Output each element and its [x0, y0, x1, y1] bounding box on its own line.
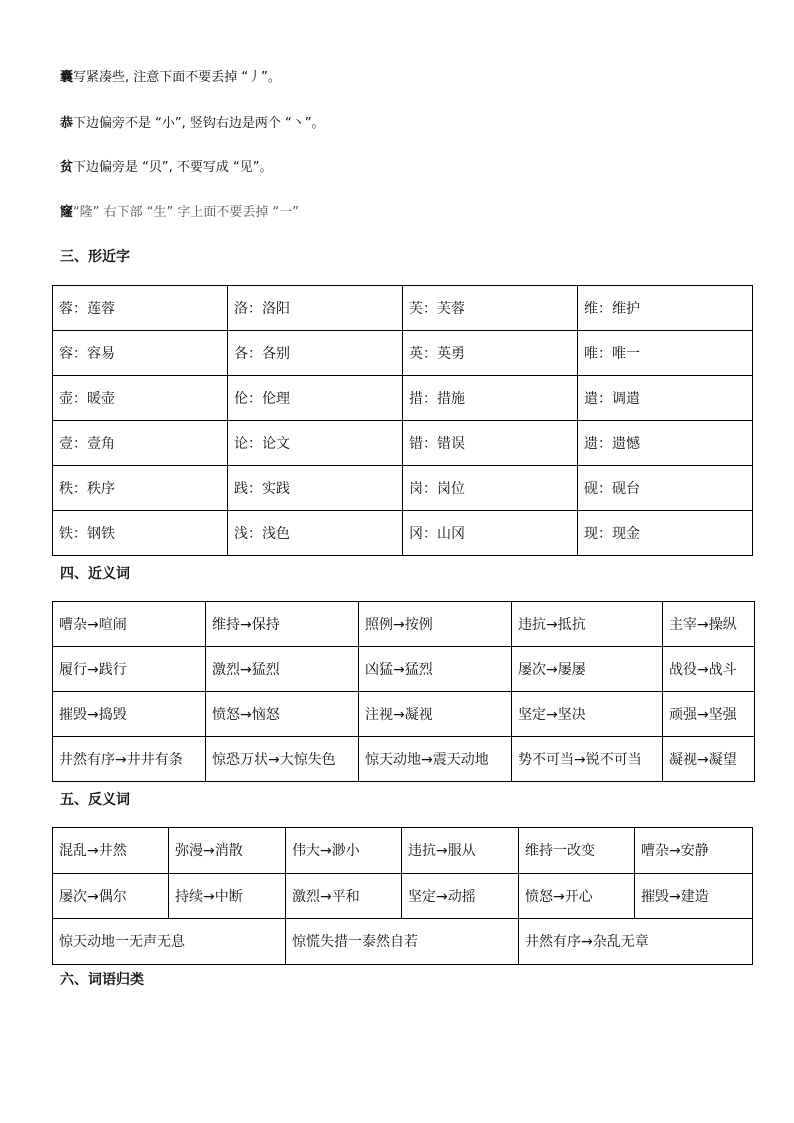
note-text: “隆” 右下部 “生” 字上面不要丢掉 “一”: [73, 205, 299, 220]
table-cell: 壶：暖壶: [53, 376, 228, 421]
table-cell: 蓉：莲蓉: [53, 286, 228, 331]
table-row: [53, 376, 753, 421]
synonyms-table: [52, 601, 755, 782]
table-row: [53, 331, 753, 376]
note-nang: [60, 69, 281, 87]
table-cell: 容：容易: [53, 331, 228, 376]
similar-chars-table: [52, 285, 753, 556]
table-cell: 持续→中断: [169, 873, 286, 919]
table-cell: 战役→战斗: [663, 647, 755, 692]
table-cell: 惊慌失措一泰然自若: [286, 919, 519, 965]
table-cell: 主宰→操纵: [663, 602, 755, 647]
table-cell: 壹：壹角: [53, 421, 228, 466]
table-row: [53, 692, 755, 737]
table-cell: 践：实践: [228, 466, 403, 511]
table-cell: 惊天动地→震天动地: [359, 737, 512, 782]
table-cell: 违抗→服从: [402, 828, 519, 874]
note-long: [60, 204, 299, 222]
table-cell: 错：错误: [403, 421, 578, 466]
table-cell: 愤怒→开心: [519, 873, 635, 919]
table-cell: 岗：岗位: [403, 466, 578, 511]
section-heading-antonyms: 五、反义词: [60, 792, 130, 808]
table-row: [53, 286, 753, 331]
section-heading-word-categories: 六、词语归类: [60, 972, 144, 988]
table-cell: 激烈→平和: [286, 873, 402, 919]
table-cell: 惊天动地一无声无息: [53, 919, 286, 965]
table-cell: 井然有序→井井有条: [53, 737, 206, 782]
table-cell: 英：英勇: [403, 331, 578, 376]
table-row: [53, 873, 753, 919]
table-cell: 混乱→井然: [53, 828, 169, 874]
table-cell: 遣：调遣: [578, 376, 753, 421]
table-row: [53, 511, 753, 556]
table-cell: 秩：秩序: [53, 466, 228, 511]
table-cell: 违抗→抵抗: [512, 602, 663, 647]
table-row: [53, 602, 755, 647]
section-heading-similar-chars: 三、形近字: [60, 249, 130, 265]
note-gong: [60, 115, 325, 133]
table-cell: 屡次→屡屡: [512, 647, 663, 692]
table-cell: 摧毁→建造: [635, 873, 753, 919]
antonyms-table: [52, 827, 753, 965]
table-row: [53, 466, 753, 511]
table-cell: 嘈杂→喧闹: [53, 602, 206, 647]
section-heading-synonyms: 四、近义词: [60, 566, 130, 582]
table-cell: 遗：遗憾: [578, 421, 753, 466]
note-char: 恭: [60, 116, 74, 131]
table-cell: 井然有序→杂乱无章: [519, 919, 753, 965]
table-cell: 愤怒→恼怒: [206, 692, 359, 737]
table-cell: 凶猛→猛烈: [359, 647, 512, 692]
table-cell: 维：维护: [578, 286, 753, 331]
table-cell: 芙：芙蓉: [403, 286, 578, 331]
table-cell: 凝视→凝望: [663, 737, 755, 782]
table-cell: 注视→凝视: [359, 692, 512, 737]
table-cell: 履行→践行: [53, 647, 206, 692]
table-cell: 顽强→坚强: [663, 692, 755, 737]
table-cell: 唯：唯一: [578, 331, 753, 376]
table-cell: 嘈杂→安静: [635, 828, 753, 874]
note-text: 下边偏旁是 “贝”, 不要写成 “见”。: [73, 160, 273, 175]
table-cell: 弥漫→消散: [169, 828, 286, 874]
table-row: [53, 737, 755, 782]
table-cell: 照例→按例: [359, 602, 512, 647]
table-cell: 维持一改变: [519, 828, 635, 874]
table-row: [53, 828, 753, 874]
table-cell: 砚：砚台: [578, 466, 753, 511]
table-cell: 各：各别: [228, 331, 403, 376]
table-cell: 维持→保持: [206, 602, 359, 647]
table-cell: 浅：浅色: [228, 511, 403, 556]
table-cell: 伟大→渺小: [286, 828, 402, 874]
note-pin: [60, 159, 273, 177]
note-char: 窿: [60, 205, 74, 220]
table-cell: 伦：伦理: [228, 376, 403, 421]
table-cell: 摧毁→捣毁: [53, 692, 206, 737]
table-row: [53, 647, 755, 692]
table-cell: 惊恐万状→大惊失色: [206, 737, 359, 782]
table-cell: 措：措施: [403, 376, 578, 421]
note-char: 贫: [60, 160, 74, 175]
table-cell: 洛：洛阳: [228, 286, 403, 331]
table-cell: 铁：钢铁: [53, 511, 228, 556]
table-cell: 冈：山冈: [403, 511, 578, 556]
table-cell: 论：论文: [228, 421, 403, 466]
table-cell: 坚定→坚决: [512, 692, 663, 737]
note-text: 写紧凑些, 注意下面不要丢掉 “丿”。: [73, 70, 281, 85]
note-text: 下边偏旁不是 “小”, 竖钩右边是两个 “丶”。: [73, 116, 325, 131]
table-row: [53, 919, 753, 965]
table-cell: 势不可当→锐不可当: [512, 737, 663, 782]
table-cell: 现：现金: [578, 511, 753, 556]
table-cell: 坚定→动摇: [402, 873, 519, 919]
table-row: [53, 421, 753, 466]
table-cell: 屡次→偶尔: [53, 873, 169, 919]
note-char: 囊: [60, 70, 74, 85]
table-cell: 激烈→猛烈: [206, 647, 359, 692]
